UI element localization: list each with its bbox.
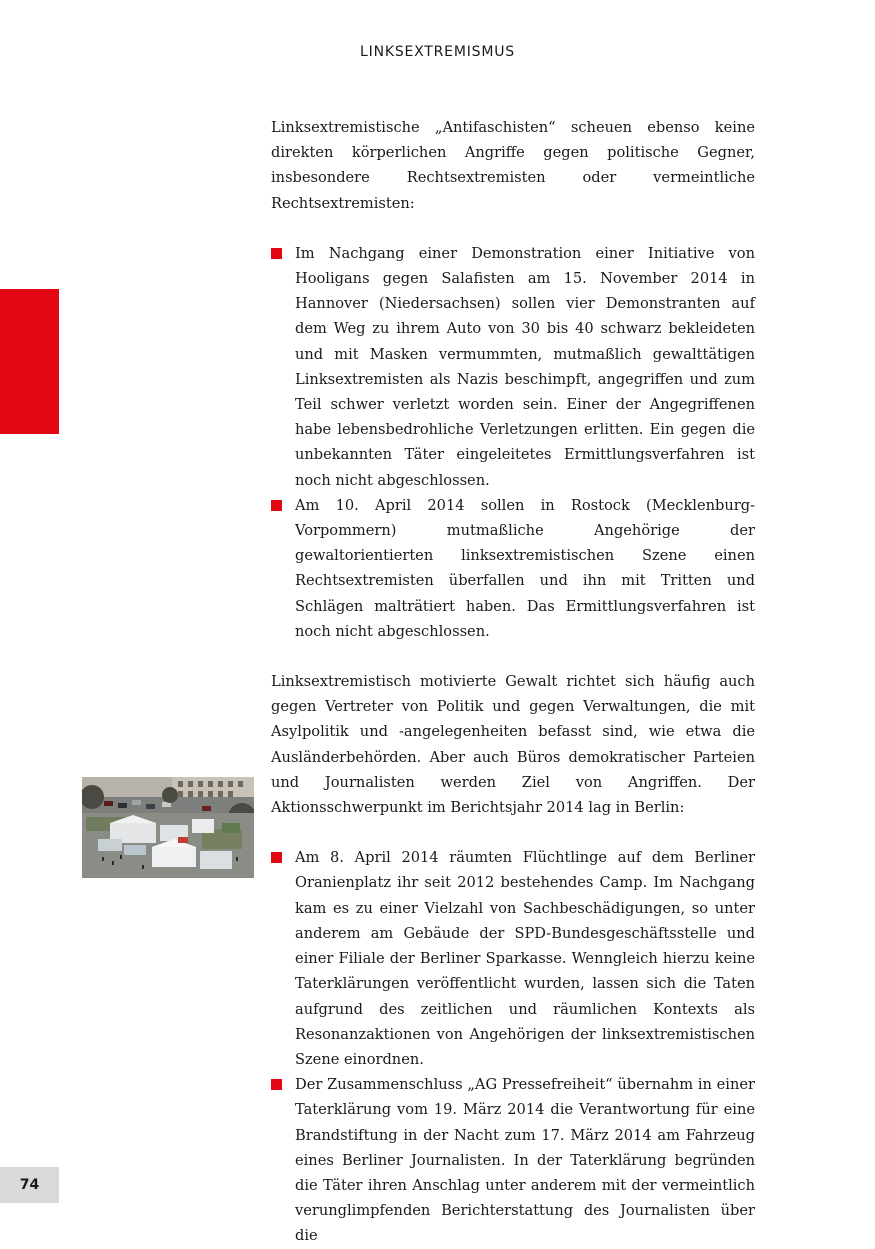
list-item [271,241,755,493]
list-item [271,493,755,644]
list-item [271,1072,755,1248]
photo-refugee-camp [82,777,254,878]
intro-paragraph-2: Linksextremistisch motivierte Gewalt richtet sich häufig auch gegen Vertreter von Politik und gegen Verwaltungen, die mit Asylpolitik und -angelegenheiten befasst sind, wie etwa die Ausländerbehörden. Aber auch Büros demokratischer Parteien und Journalisten werden Ziel von Angriffen. Der Aktionsschwerpunkt im Berichtsjahr 2014 lag in Berlin: [271,673,755,817]
page-number: 74 [0,1167,59,1203]
bullet-list-2 [271,845,755,1248]
list-item-text: Im Nachgang einer Demonstration einer Initiative von Hooligans gegen Salafisten am 15. November 2014 in Hannover (Niedersachsen) sollen vier Demonstranten auf dem Weg zu ihrem Auto von 30 bis 40 schwarz bekleideten und mit Masken vermummten, mutmaßlich gewalttätigen Linksextremisten als Nazis beschimpft, angegriffen und zum Teil schwer verletzt worden sein. Einer der Angegriffenen habe lebensbedrohliche Verletzungen erlitten. Ein gegen die unbekannten Täter eingeleitetes Ermittlungsverfahren ist noch nicht abgeschlossen. [295,244,755,489]
main-text-column [271,115,755,1249]
red-square-bullet-icon [271,1079,282,1090]
list-item-text: Der Zusammenschluss „AG Pressefreiheit“ übernahm in einer Taterklärung vom 19. März 2014 die Verantwortung für eine Brandstiftung in der Nacht zum 17. März 2014 am Fahrzeug eines Berliner Journalisten. In der Taterklärung begründen die Täter ihren Anschlag unter anderem mit der vermeintlich verunglimpfenden Berichterstattung des Journalisten über die [295,1076,755,1245]
red-square-bullet-icon [271,500,282,511]
list-item-text: Am 8. April 2014 räumten Flüchtlinge auf dem Berliner Oranienplatz ihr seit 2012 bestehendes Camp. Im Nachgang kam es zu einer Vielzahl von Sachbeschädigungen, so unter anderem am Gebäude der SPD-Bundesgeschäftsstelle und einer Filiale der Berliner Sparkasse. Wenngleich hierzu keine Taterklärungen veröffentlicht wurden, lassen sich die Taten aufgrund des zeitlichen und räumlichen Kontexts als Resonanzaktionen von Angehörigen der linksextremistischen Szene einordnen. [295,849,755,1068]
running-header: LINKSEXTREMISMUS [360,44,515,60]
list-item-text: Am 10. April 2014 sollen in Rostock (Mecklenburg-Vorpommern) mutmaßliche Angehörige der gewaltorientierten linksextremistischen Szene einen Rechtsextremisten überfallen und ihn mit Tritten und Schlägen malträtiert haben. Das Ermittlungsverfahren ist noch nicht abgeschlossen. [295,496,755,640]
red-square-bullet-icon [271,248,282,259]
red-square-bullet-icon [271,852,282,863]
list-item [271,845,755,1072]
bullet-list-1 [271,241,755,644]
intro-paragraph-1: Linksextremistische „Antifaschisten“ scheuen ebenso keine direkten körperlichen Angriffe gegen politische Gegner, insbesondere Rechtsextremisten oder vermeintliche Rechtsextremisten: [271,119,755,212]
chapter-marker-tab [0,289,59,434]
